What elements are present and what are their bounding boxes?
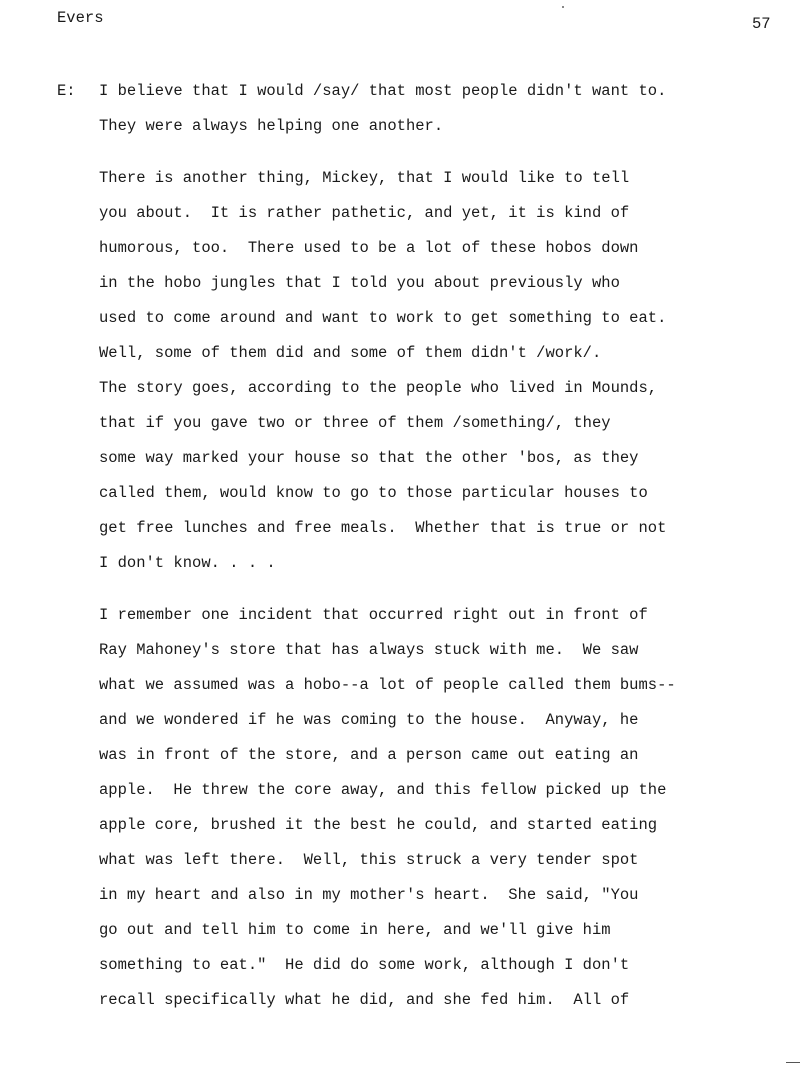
scan-dot bbox=[562, 6, 564, 8]
text-line: There is another thing, Mickey, that I would like to tell bbox=[99, 169, 630, 187]
text-line: I don't know. . . . bbox=[99, 554, 276, 572]
text-line: used to come around and want to work to get something to eat. bbox=[99, 309, 667, 327]
text-line: some way marked your house so that the other 'bos, as they bbox=[99, 449, 639, 467]
text-line: They were always helping one another. bbox=[99, 117, 444, 135]
text-line: Ray Mahoney's store that has always stuck with me. We saw bbox=[99, 641, 639, 659]
text-line: apple. He threw the core away, and this fellow picked up the bbox=[99, 781, 667, 799]
text-line: I believe that I would /say/ that most people didn't want to. bbox=[99, 82, 667, 100]
text-line: what was left there. Well, this struck a very tender spot bbox=[99, 851, 639, 869]
speaker-label: E: bbox=[57, 82, 76, 100]
page-number: 57 bbox=[752, 15, 771, 33]
text-line: in the hobo jungles that I told you about previously who bbox=[99, 274, 620, 292]
text-line: humorous, too. There used to be a lot of these hobos down bbox=[99, 239, 639, 257]
text-line: recall specifically what he did, and she fed him. All of bbox=[99, 991, 630, 1009]
text-line: get free lunches and free meals. Whether that is true or not bbox=[99, 519, 667, 537]
text-line: that if you gave two or three of them /something/, they bbox=[99, 414, 611, 432]
page-edge-mark bbox=[786, 1062, 800, 1063]
page-header-name: Evers bbox=[57, 9, 104, 27]
text-line: and we wondered if he was coming to the house. Anyway, he bbox=[99, 711, 639, 729]
text-line: called them, would know to go to those particular houses to bbox=[99, 484, 648, 502]
text-line: apple core, brushed it the best he could, and started eating bbox=[99, 816, 658, 834]
text-line: something to eat." He did do some work, although I don't bbox=[99, 956, 630, 974]
text-line: was in front of the store, and a person came out eating an bbox=[99, 746, 639, 764]
text-line: what we assumed was a hobo--a lot of people called them bums-- bbox=[99, 676, 676, 694]
text-line: I remember one incident that occurred right out in front of bbox=[99, 606, 648, 624]
text-line: go out and tell him to come in here, and we'll give him bbox=[99, 921, 611, 939]
text-line: Well, some of them did and some of them didn't /work/. bbox=[99, 344, 602, 362]
text-line: you about. It is rather pathetic, and yet, it is kind of bbox=[99, 204, 630, 222]
text-line: The story goes, according to the people who lived in Mounds, bbox=[99, 379, 658, 397]
text-line: in my heart and also in my mother's heart. She said, "You bbox=[99, 886, 639, 904]
